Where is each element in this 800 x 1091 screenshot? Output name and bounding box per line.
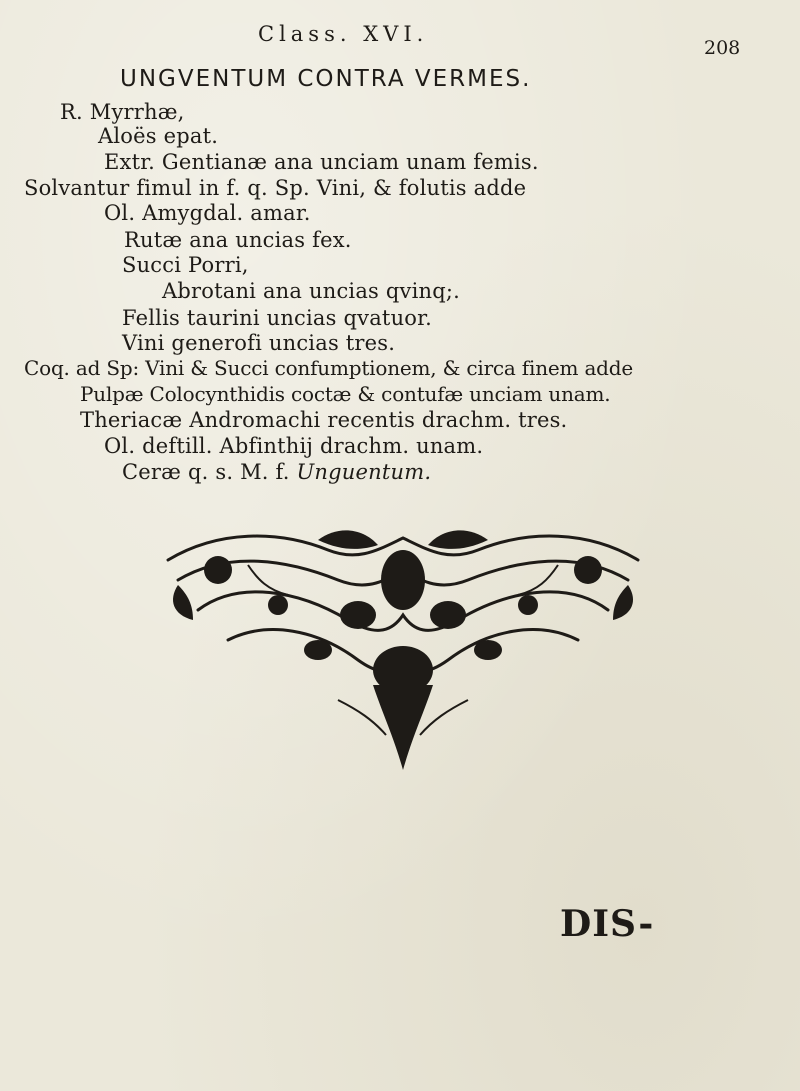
recipe-line: Coq. ad Sp: Vini & Succi confumptionem, & circa finem adde [24, 356, 634, 380]
recipe-line: R. Myrrhæ, [60, 100, 185, 124]
recipe-line: Solvantur fimul in f. q. Sp. Vini, & folutis adde [24, 176, 527, 200]
recipe-line: Pulpæ Colocynthidis coctæ & contufæ unciam unam. [80, 382, 611, 406]
recipe-line: Abrotani ana uncias qvinq;. [162, 279, 461, 303]
recipe-title: UNGVENTUM CONTRA VERMES. [120, 66, 532, 92]
floral-tailpiece-ornament-icon [158, 520, 648, 785]
recipe-line: Fellis taurini uncias qvatuor. [122, 306, 432, 330]
recipe-line: Ol. deftill. Abfinthij drachm. unam. [104, 434, 484, 458]
catchword: DIS- [560, 903, 655, 945]
recipe-line: Extr. Gentianæ ana unciam unam femis. [104, 150, 539, 174]
recipe-line: Rutæ ana uncias fex. [124, 228, 352, 252]
recipe-line: Vini generofi uncias tres. [122, 331, 396, 355]
recipe-line: Ceræ q. s. M. f. [122, 460, 290, 484]
running-header-class: Class. XVI. [258, 22, 429, 46]
page-number: 208 [704, 37, 741, 59]
recipe-line: Succi Porri, [122, 253, 249, 277]
recipe-line: Ol. Amygdal. amar. [104, 201, 311, 225]
recipe-line: Theriacæ Andromachi recentis drachm. tres. [80, 408, 568, 432]
recipe-line: Aloës epat. [98, 124, 219, 148]
recipe-closing: Unguentum. [296, 460, 432, 484]
recipe-final-line [122, 460, 431, 484]
